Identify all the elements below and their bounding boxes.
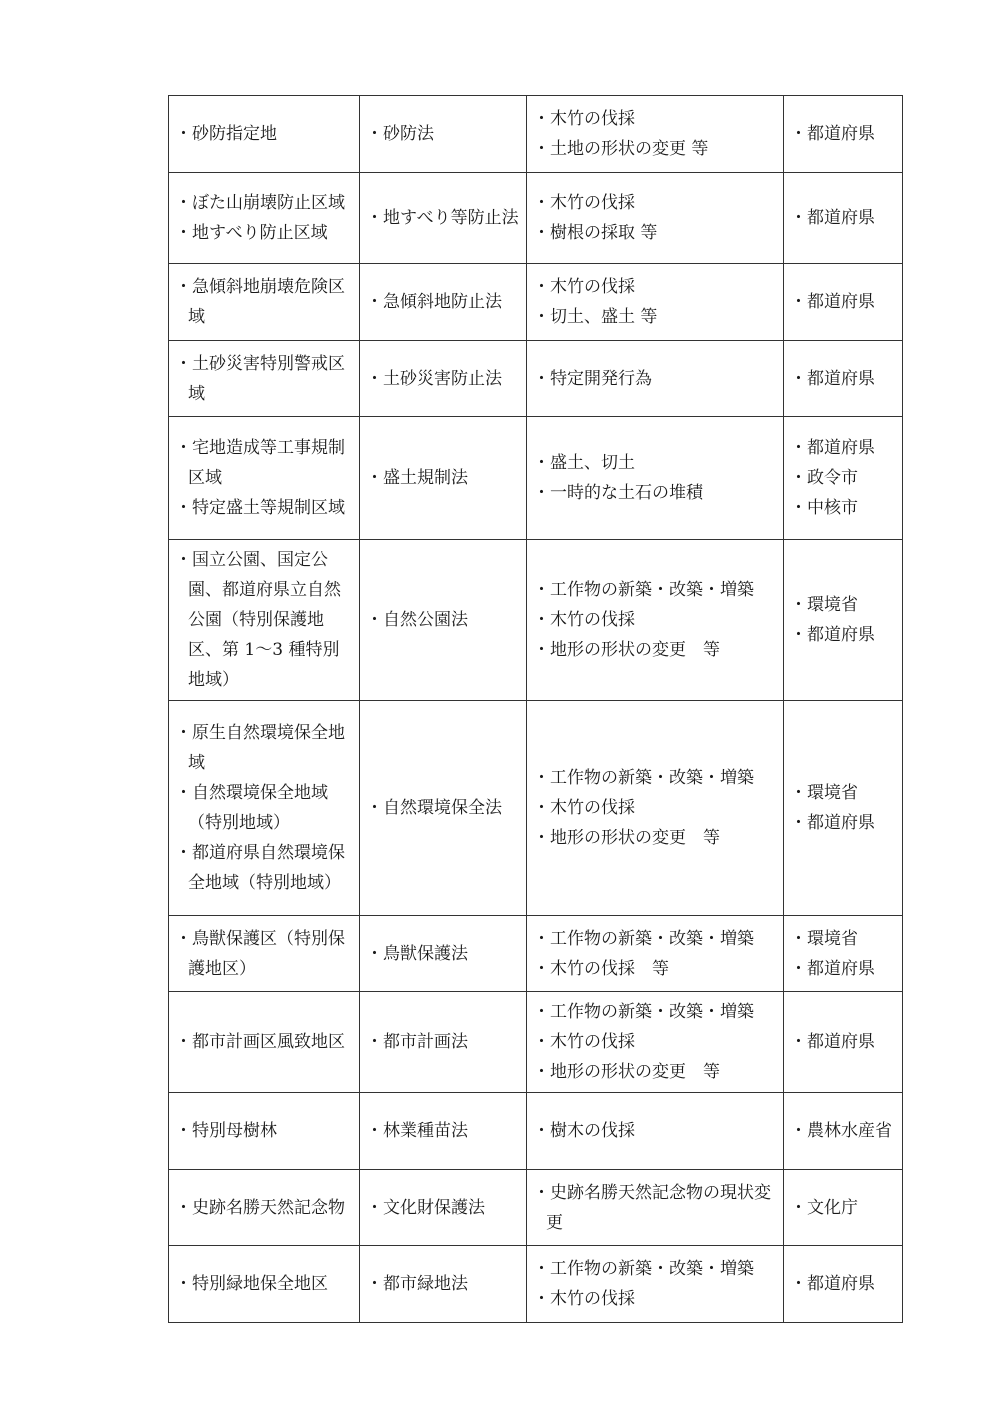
authority-item: ・環境省	[790, 783, 858, 803]
law-item: ・自然環境保全法	[366, 798, 502, 818]
area-item: ・特別緑地保全地区	[175, 1274, 328, 1294]
area-cell	[169, 701, 360, 916]
law-cell	[360, 173, 527, 264]
acts-cell	[527, 992, 784, 1093]
table-row	[169, 264, 903, 341]
table-row	[169, 1093, 903, 1170]
authority-item: ・文化庁	[790, 1197, 858, 1218]
area-cell	[169, 1093, 360, 1170]
law-cell	[360, 1170, 527, 1246]
acts-cell	[527, 1093, 784, 1170]
authority-cell	[784, 1170, 903, 1246]
acts-cell	[527, 173, 784, 264]
acts-item: ・地形の形状の変更 等	[533, 1062, 720, 1082]
authority-cell	[784, 916, 903, 992]
law-cell	[360, 417, 527, 540]
authority-item: ・都道府県	[790, 958, 875, 979]
acts-item: ・工作物の新築・改築・増築	[533, 580, 754, 600]
acts-item: ・樹木の伐採	[533, 1121, 635, 1141]
area-item: ・砂防指定地	[175, 124, 277, 144]
authority-cell	[784, 701, 903, 916]
regulation-table	[168, 95, 903, 1323]
acts-item: ・一時的な土石の堆積	[533, 483, 703, 503]
area-item: ・宅地造成等工事規制区域	[175, 438, 345, 488]
area-item: ・特別母樹林	[175, 1121, 277, 1141]
area-item: ・鳥獣保護区（特別保護地区）	[175, 928, 345, 979]
acts-item: ・樹根の採取 等	[533, 223, 658, 243]
acts-item: ・木竹の伐採	[533, 798, 635, 818]
area-cell	[169, 264, 360, 341]
area-item: ・自然環境保全地域（特別地域）	[175, 783, 328, 833]
acts-item: ・工作物の新築・改築・増築	[533, 1002, 754, 1022]
authority-item: ・農林水産省	[790, 1121, 892, 1141]
area-cell	[169, 96, 360, 173]
table-row	[169, 1246, 903, 1323]
law-item: ・盛土規制法	[366, 468, 468, 488]
law-cell	[360, 1093, 527, 1170]
authority-item: ・中核市	[790, 498, 858, 518]
area-cell	[169, 417, 360, 540]
area-cell	[169, 1170, 360, 1246]
authority-item: ・都道府県	[790, 1274, 875, 1294]
table-row	[169, 96, 903, 173]
acts-item: ・工作物の新築・改築・増築	[533, 1259, 754, 1279]
acts-item: ・木竹の伐採	[533, 193, 635, 213]
area-item: ・特定盛土等規制区域	[175, 498, 345, 518]
authority-item: ・都道府県	[790, 208, 875, 228]
acts-item: ・木竹の伐採	[533, 610, 635, 630]
law-item: ・地すべり等防止法	[366, 208, 519, 228]
law-cell	[360, 341, 527, 417]
acts-item: ・特定開発行為	[533, 368, 652, 389]
area-cell	[169, 341, 360, 417]
law-item: ・鳥獣保護法	[366, 943, 468, 964]
law-item: ・急傾斜地防止法	[366, 292, 502, 312]
area-item: ・都道府県自然環境保全地域（特別地域）	[175, 843, 345, 893]
acts-cell	[527, 417, 784, 540]
acts-item: ・地形の形状の変更 等	[533, 828, 720, 848]
table-row	[169, 916, 903, 992]
acts-item: ・木竹の伐採	[533, 1032, 635, 1052]
acts-item: ・土地の形状の変更 等	[533, 139, 709, 159]
area-item: ・国立公園、国定公園、都道府県立自然公園（特別保護地区、第 1～3 種特別地域）	[175, 550, 341, 690]
area-cell	[169, 1246, 360, 1323]
acts-cell	[527, 96, 784, 173]
acts-cell	[527, 701, 784, 916]
authority-item: ・環境省	[790, 595, 858, 615]
law-cell	[360, 916, 527, 992]
area-item: ・史跡名勝天然記念物	[175, 1197, 345, 1218]
authority-cell	[784, 1246, 903, 1323]
acts-item: ・木竹の伐採	[533, 109, 635, 129]
law-item: ・文化財保護法	[366, 1197, 485, 1218]
authority-item: ・都道府県	[790, 625, 875, 645]
acts-cell	[527, 1170, 784, 1246]
law-cell	[360, 1246, 527, 1323]
authority-item: ・都道府県	[790, 292, 875, 312]
table-row	[169, 701, 903, 916]
table-row	[169, 540, 903, 701]
area-item: ・原生自然環境保全地域	[175, 723, 345, 773]
law-item: ・砂防法	[366, 124, 434, 144]
area-cell	[169, 916, 360, 992]
law-cell	[360, 701, 527, 916]
table-row	[169, 992, 903, 1093]
authority-cell	[784, 992, 903, 1093]
table-row	[169, 417, 903, 540]
acts-cell	[527, 264, 784, 341]
area-item: ・地すべり防止区域	[175, 223, 328, 243]
authority-item: ・都道府県	[790, 124, 875, 144]
authority-cell	[784, 341, 903, 417]
authority-cell	[784, 173, 903, 264]
acts-item: ・木竹の伐採 等	[533, 958, 669, 979]
table-body	[169, 96, 903, 1323]
table-row	[169, 173, 903, 264]
acts-item: ・木竹の伐採	[533, 277, 635, 297]
acts-item: ・史跡名勝天然記念物の現状変更	[533, 1182, 771, 1233]
acts-item: ・工作物の新築・改築・増築	[533, 928, 754, 949]
acts-cell	[527, 540, 784, 701]
authority-cell	[784, 417, 903, 540]
law-item: ・土砂災害防止法	[366, 368, 502, 389]
table-row	[169, 1170, 903, 1246]
law-item: ・都市緑地法	[366, 1274, 468, 1294]
acts-item: ・盛土、切土	[533, 453, 635, 473]
area-cell	[169, 540, 360, 701]
area-item: ・都市計画区風致地区	[175, 1032, 345, 1052]
area-cell	[169, 173, 360, 264]
authority-cell	[784, 540, 903, 701]
law-cell	[360, 992, 527, 1093]
table-row	[169, 341, 903, 417]
law-cell	[360, 540, 527, 701]
law-item: ・自然公園法	[366, 610, 468, 630]
authority-item: ・都道府県	[790, 1032, 875, 1052]
authority-cell	[784, 1093, 903, 1170]
area-item: ・急傾斜地崩壊危険区域	[175, 277, 345, 327]
law-cell	[360, 96, 527, 173]
authority-item: ・都道府県	[790, 813, 875, 833]
authority-item: ・政令市	[790, 468, 858, 488]
acts-item: ・工作物の新築・改築・増築	[533, 768, 754, 788]
authority-item: ・環境省	[790, 928, 858, 949]
area-item: ・ぼた山崩壊防止区域	[175, 193, 345, 213]
acts-cell	[527, 341, 784, 417]
authority-item: ・都道府県	[790, 438, 875, 458]
acts-cell	[527, 1246, 784, 1323]
acts-cell	[527, 916, 784, 992]
authority-item: ・都道府県	[790, 368, 875, 389]
law-item: ・都市計画法	[366, 1032, 468, 1052]
law-item: ・林業種苗法	[366, 1121, 468, 1141]
authority-cell	[784, 264, 903, 341]
acts-item: ・切土、盛土 等	[533, 307, 658, 327]
acts-item: ・地形の形状の変更 等	[533, 640, 720, 660]
acts-item: ・木竹の伐採	[533, 1289, 635, 1309]
authority-cell	[784, 96, 903, 173]
area-item: ・土砂災害特別警戒区域	[175, 353, 345, 404]
area-cell	[169, 992, 360, 1093]
law-cell	[360, 264, 527, 341]
